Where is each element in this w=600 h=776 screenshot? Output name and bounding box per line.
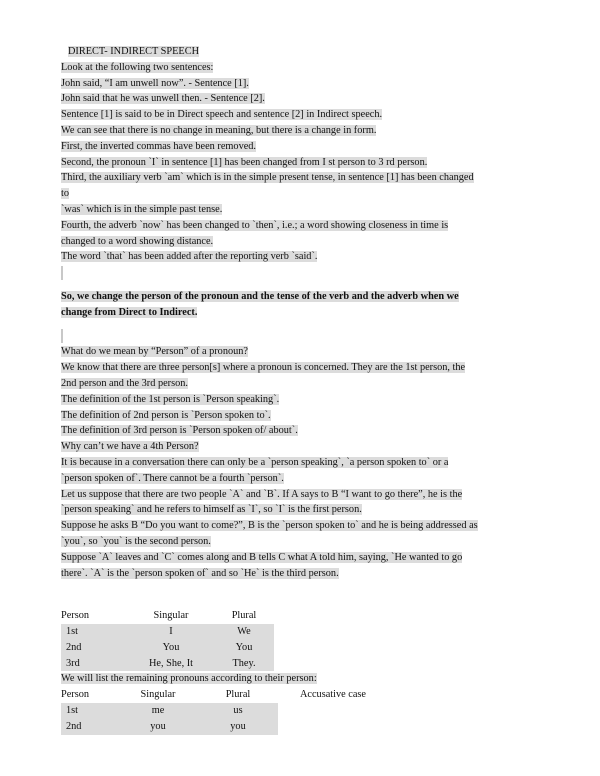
text-line-text: Third, the auxiliary verb `am` which is in the simple present tense, in sentence [1] has been changed [61,172,474,184]
text-line-text: there`. `A` is the `person spoken of` and so `He` is the third person. [61,567,339,579]
text-line [61,139,541,155]
text-line [61,439,541,455]
table-cell [278,719,388,735]
text-line [61,502,541,518]
person-section [61,344,541,581]
table-cell: You [214,640,274,656]
title-text: DIRECT- INDIRECT SPEECH [68,46,200,57]
table-cell: We [214,624,274,640]
intro-section [61,60,541,265]
text-line-text: John said that he was unwell then. - Sentence [2]. [61,93,265,105]
text-line-text: The definition of 2nd person is `Person spoken to`. [61,409,271,421]
table-cell: I [128,624,214,640]
table-header-row [61,608,274,624]
text-line-text: Second, the pronoun `I` in sentence [1] has been changed from I st person to 3 rd person. [61,156,428,168]
text-line-text: `person spoken of`. There cannot be a fourth `person`. [61,472,284,484]
text-line-text: Let us suppose that there are two people `A` and `B`. If A says to B “I want to go there”, he is the [61,488,463,500]
table-cell: you [198,719,278,735]
text-line [61,76,541,92]
text-line-text: The definition of 3rd person is `Person spoken of/ about`. [61,425,298,437]
bold-line [61,289,541,305]
text-line [61,408,541,424]
table-row [61,624,274,640]
text-line [61,344,541,360]
table-header-row [61,687,388,703]
text-line [61,392,541,408]
text-line [61,107,541,123]
text-line-text: It is because in a conversation there can only be a `person speaking`, `a person spoken to` or a [61,456,449,468]
blank-marker-2 [61,329,541,345]
text-line-text: Why can’t we have a 4th Person? [61,441,199,453]
table-cell: Person [61,610,90,622]
text-line [61,550,541,566]
text-line [61,455,541,471]
text-line-text: 2nd person and the 3rd person. [61,377,188,389]
table-cell: 3rd [61,656,128,672]
text-line-text: What do we mean by “Person” of a pronoun? [61,346,248,358]
text-line [61,360,541,376]
text-line [61,423,541,439]
text-line-text: The definition of the 1st person is `Person speaking`. [61,393,280,405]
pronoun-table [61,608,274,671]
text-line [61,202,541,218]
text-line [61,123,541,139]
table-row [61,640,274,656]
table-cell: He, She, It [128,656,214,672]
table-cell: 2nd [61,640,128,656]
spacer [61,581,541,608]
bold-line-text: So, we change the person of the pronoun and the tense of the verb and the adverb when we [61,290,459,302]
text-line-text: changed to a word showing distance. [61,235,214,247]
text-line [61,566,541,582]
text-line-text: to [61,188,70,200]
text-line [61,186,541,202]
text-line [61,60,541,76]
table-cell: You [128,640,214,656]
text-line [61,471,541,487]
list-intro-text: We will list the remaining pronouns according to their person: [61,673,317,685]
spacer [61,281,541,289]
text-line-text: `you`, so `you` is the second person. [61,535,211,547]
text-line [61,170,541,186]
table-cell: Singular [140,689,176,701]
paragraph-marker [61,329,63,343]
text-line-text: Suppose `A` leaves and `C` comes along and B tells C what A told him, saying, `He wanted to go [61,551,463,563]
text-line-text: First, the inverted commas have been removed. [61,140,257,152]
table-row [61,719,388,735]
document-title [61,44,541,60]
blank-marker-1 [61,265,541,281]
text-line-text: John said, “I am unwell now”. - Sentence [1]. [61,77,249,89]
paragraph-marker [61,266,63,280]
text-line [61,534,541,550]
text-line [61,518,541,534]
text-line [61,218,541,234]
table-cell: us [198,703,278,719]
text-line-text: Look at the following two sentences: [61,61,214,73]
text-line [61,249,541,265]
table-cell: 1st [61,703,118,719]
text-line [61,487,541,503]
table-cell: Accusative case [299,689,367,701]
table-cell: They. [214,656,274,672]
table-cell: 1st [61,624,128,640]
table-cell: you [118,719,198,735]
table-cell: Plural [231,610,257,622]
text-line [61,234,541,250]
bold-line [61,305,541,321]
text-line-text: Sentence [1] is said to be in Direct speech and sentence [2] in Indirect speech. [61,109,383,121]
text-line-text: We can see that there is no change in meaning, but there is a change in form. [61,124,377,136]
text-line-text: `was` which is in the simple past tense. [61,203,223,215]
text-line-text: `person speaking` and he refers to himself as `I`, so `I` is the first person. [61,504,362,516]
table-cell: me [118,703,198,719]
table-cell: Person [61,689,90,701]
document-body [61,44,541,735]
text-line [61,155,541,171]
text-line-text: We know that there are three person[s] where a pronoun is concerned. They are the 1st person, the [61,362,466,374]
table-cell [278,703,388,719]
table-cell: Plural [225,689,251,701]
table-row [61,703,388,719]
text-line-text: Fourth, the adverb `now` has been changed to `then`, i.e.; a word showing closeness in time is [61,219,449,231]
remaining-pronoun-table [61,687,388,734]
table-cell: Singular [153,610,189,622]
text-line [61,91,541,107]
bold-line-text: change from Direct to Indirect. [61,306,198,318]
text-line-text: Suppose he asks B “Do you want to come?”, B is the `person spoken to` and he is being addressed as [61,520,478,532]
summary-section [61,289,541,321]
table-cell: 2nd [61,719,118,735]
list-intro [61,671,541,687]
spacer [61,321,541,329]
table-row [61,656,274,672]
text-line [61,376,541,392]
text-line-text: The word `that` has been added after the reporting verb `said`. [61,251,318,263]
